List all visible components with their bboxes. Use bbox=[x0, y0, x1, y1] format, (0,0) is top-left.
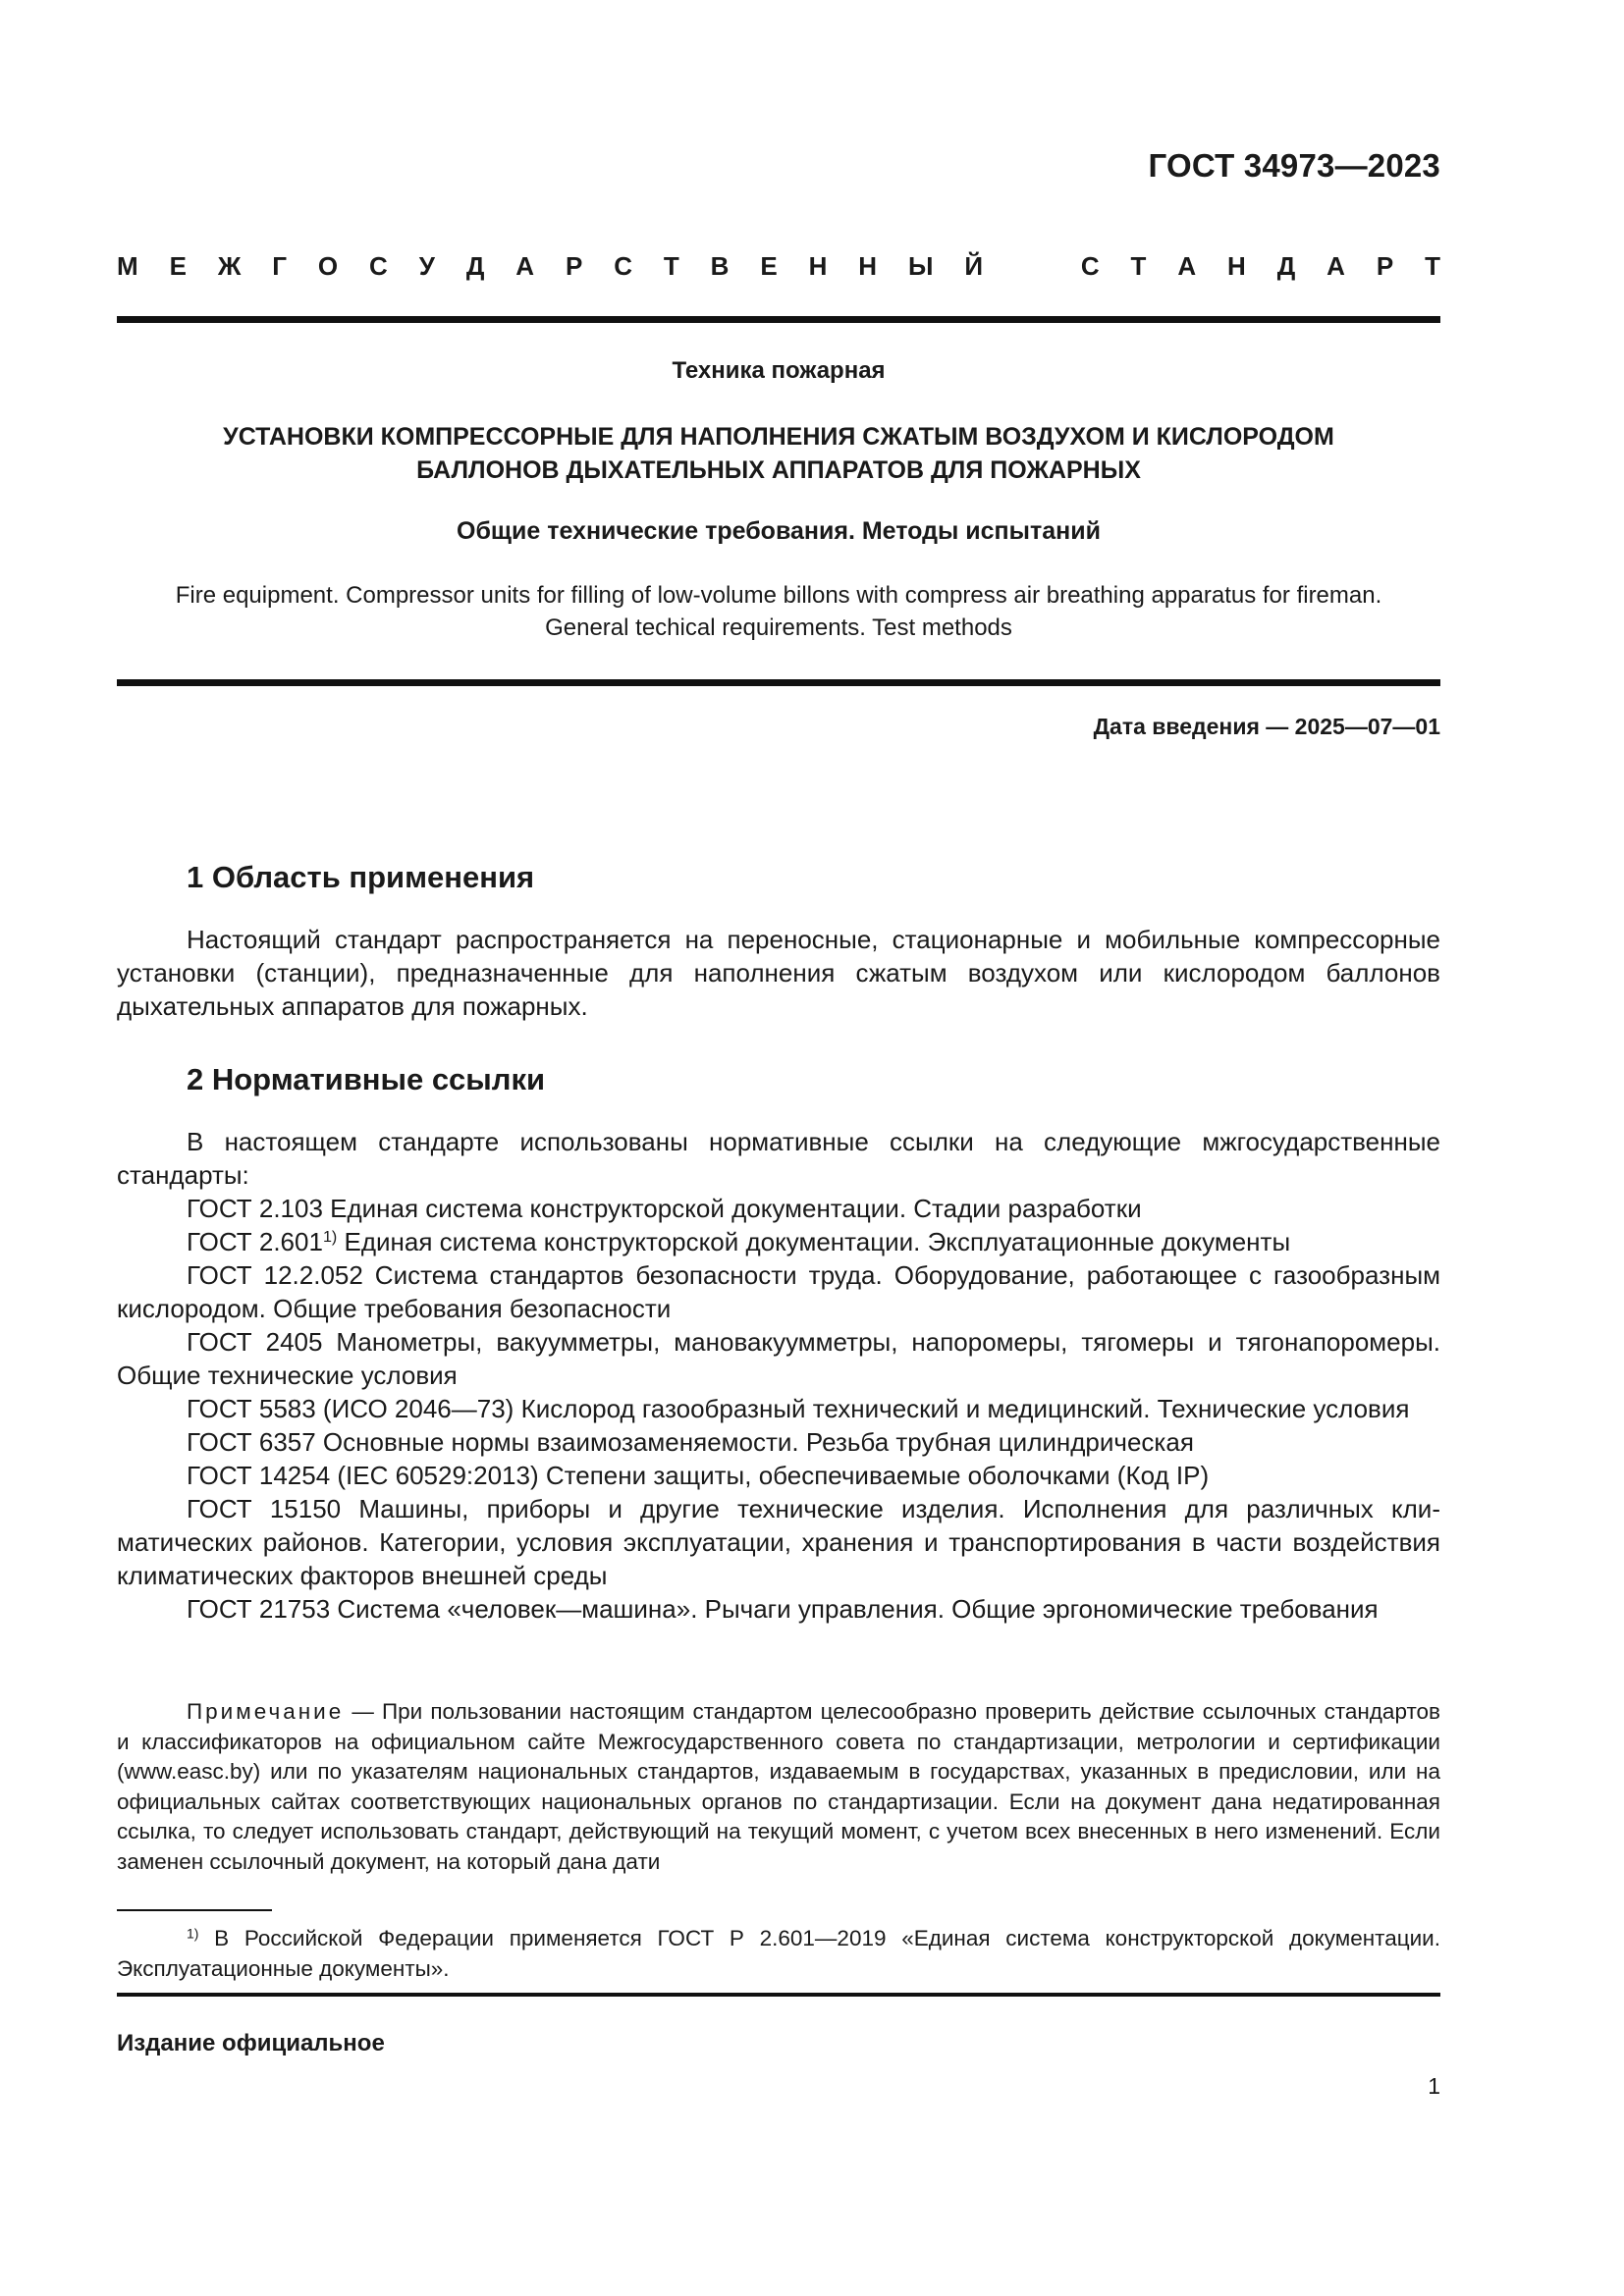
introduction-date: Дата введения — 2025—07—01 bbox=[1093, 714, 1440, 739]
scope-paragraph bbox=[117, 923, 1440, 1023]
gost-number: ГОСТ 34973—2023 bbox=[1148, 147, 1440, 184]
banner-letter: С bbox=[1080, 251, 1100, 281]
reference-item: ГОСТ 21753 Система «человек—машина». Рычаги управления. Общие эргономические требования bbox=[187, 1594, 1379, 1624]
banner-letter: Ы bbox=[907, 251, 934, 281]
banner-letter: М bbox=[117, 251, 138, 281]
banner-letter: В bbox=[710, 251, 730, 281]
reference-title: Единая система конструкторской документации. Эксплуатационные документы bbox=[337, 1227, 1291, 1256]
reference-item: ГОСТ 2.103 Единая система конструкторской документации. Стадии разработки bbox=[187, 1194, 1142, 1223]
banner-letter: Р bbox=[1376, 251, 1394, 281]
scope-text: Настоящий стандарт распространяется на переносные, стационарные и мобильные компрессорные установки (станции), предназначенные для наполнения сжатым воздухом или кислородом баллонов дыхательных аппаратов для пожарных. bbox=[117, 925, 1440, 1021]
banner-letter: Н bbox=[1227, 251, 1246, 281]
footnote-text bbox=[117, 1923, 1440, 1984]
references-intro: В настоящем стандарте использованы нормативные ссылки на следующие мжгосударственные стандарты: bbox=[117, 1127, 1440, 1190]
english-title bbox=[117, 579, 1440, 644]
banner-letter: Р bbox=[565, 251, 583, 281]
title-line: БАЛЛОНОВ ДЫХАТЕЛЬНЫХ АППАРАТОВ ДЛЯ ПОЖАРНЫХ bbox=[416, 456, 1141, 484]
section-heading-scope: 1 Область применения bbox=[187, 860, 535, 894]
reference-item: ГОСТ 15150 Машины, приборы и другие технические изделия. Исполнения для различных климатических районов. Категории, условия эксплуатации, хранения и транспортирования в части воздействия климатических факторов внешней среды bbox=[117, 1494, 1440, 1590]
banner-letter: Н bbox=[858, 251, 878, 281]
footnote-marker: 1) bbox=[187, 1925, 199, 1942]
banner-letter: У bbox=[418, 251, 435, 281]
document-subject: Техника пожарная bbox=[672, 357, 886, 384]
banner-letter: Н bbox=[808, 251, 828, 281]
banner-letter: Е bbox=[169, 251, 187, 281]
banner-letter: С bbox=[369, 251, 388, 281]
page-number: 1 bbox=[1428, 2073, 1440, 2099]
footnote-divider bbox=[117, 1909, 272, 1911]
footer-divider bbox=[117, 1993, 1440, 1997]
banner-gap bbox=[1014, 251, 1050, 291]
footnote-body: В Российской Федерации применяется ГОСТ Р 2.601—2019 «Единая система конструкторской документации. Эксплуатационные документы». bbox=[117, 1926, 1440, 1981]
banner-letter: А bbox=[515, 251, 535, 281]
title-divider bbox=[117, 679, 1440, 686]
banner-letter: Д bbox=[465, 251, 485, 281]
english-title-line: General techical requirements. Test methods bbox=[545, 614, 1012, 641]
title-line: УСТАНОВКИ КОМПРЕССОРНЫЕ ДЛЯ НАПОЛНЕНИЯ СЖАТЫМ ВОЗДУХОМ И КИСЛОРОДОМ bbox=[223, 423, 1334, 451]
references-list bbox=[117, 1125, 1440, 1626]
reference-item: ГОСТ 6357 Основные нормы взаимозаменяемости. Резьба трубная цилиндрическая bbox=[187, 1427, 1194, 1457]
footnote-ref: 1) bbox=[322, 1228, 338, 1247]
reference-item bbox=[117, 1225, 1440, 1258]
note-text bbox=[117, 1697, 1440, 1877]
reference-item: ГОСТ 12.2.052 Система стандартов безопасности труда. Оборудование, работающее с газообразным кислородом. Общие требования безопасности bbox=[117, 1260, 1440, 1323]
banner-letter: Т bbox=[1130, 251, 1147, 281]
reference-item: ГОСТ 14254 (IEC 60529:2013) Степени защиты, обеспечиваемые оболочками (Код IP) bbox=[187, 1461, 1210, 1490]
footnote bbox=[117, 1923, 1440, 1984]
section-heading-references: 2 Нормативные ссылки bbox=[187, 1062, 546, 1096]
document-title bbox=[117, 420, 1440, 487]
note-block bbox=[117, 1697, 1440, 1877]
reference-code: ГОСТ 2.601 bbox=[187, 1227, 323, 1256]
english-title-line: Fire equipment. Compressor units for filling of low-volume billons with compress air breathing apparatus for fireman. bbox=[175, 582, 1382, 609]
banner-letter: Т bbox=[663, 251, 679, 281]
banner-letter: А bbox=[1326, 251, 1345, 281]
reference-item: ГОСТ 5583 (ИСО 2046—73) Кислород газообразный технический и медицинский. Технические условия bbox=[187, 1394, 1410, 1423]
official-edition-label: Издание официальное bbox=[117, 2030, 385, 2056]
banner-letter: Ж bbox=[217, 251, 242, 281]
document-subtitle: Общие технические требования. Методы испытаний bbox=[457, 517, 1101, 545]
banner-letter: Г bbox=[272, 251, 287, 281]
banner-letter: Т bbox=[1425, 251, 1440, 281]
header-divider bbox=[117, 316, 1440, 323]
banner-letter: А bbox=[1177, 251, 1197, 281]
banner-letter: О bbox=[317, 251, 339, 281]
standard-type-banner bbox=[117, 251, 1440, 291]
note-body: — При пользовании настоящим стандартом целесообразно проверить действие ссылочных стандартов и классификаторов на официальном сайте Межгосударственного совета по стандартизации, метрологии и сертификации (www.easc.by) или по указателям национальных стандартов, издаваемым в государствах, указанных в предисловии, или на официальных сайтах соответствующих национальных органов по стандартизации. Если на документ дана недатированная ссылка, то следует использовать стандарт, действующий на текущий момент, с учетом всех внесенных в него изменений. Если заменен ссылочный документ, на который дана дати bbox=[117, 1699, 1440, 1874]
reference-item: ГОСТ 2405 Манометры, вакуумметры, мановакуумметры, напоромеры, тягомеры и тягонапоромеры. Общие технические условия bbox=[117, 1327, 1440, 1390]
banner-letter: С bbox=[614, 251, 632, 281]
banner-letter: Е bbox=[760, 251, 778, 281]
note-label: Примечание bbox=[187, 1699, 345, 1724]
banner-letter: Й bbox=[964, 251, 984, 281]
banner-letter: Д bbox=[1276, 251, 1296, 281]
